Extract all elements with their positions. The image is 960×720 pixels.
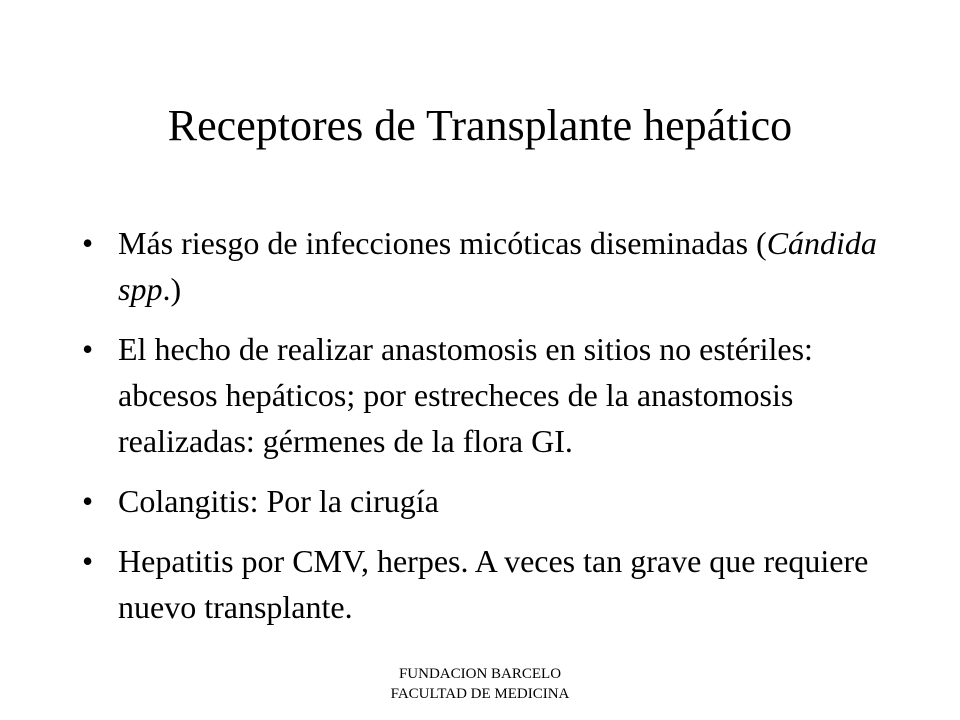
bullet-italic-text: Cándida spp	[118, 225, 877, 307]
footer-line-2: FACULTAD DE MEDICINA	[390, 686, 570, 702]
slide-footer	[0, 664, 960, 704]
bullet-dot-icon: •	[82, 225, 94, 261]
bullet-text-end: .)	[162, 271, 182, 307]
footer-line-1: FUNDACION BARCELO	[398, 666, 562, 682]
bullet-list	[80, 220, 880, 644]
bullet-item	[80, 478, 880, 524]
bullet-item	[80, 220, 880, 312]
bullet-text: Colangitis: Por la cirugía	[118, 483, 439, 519]
bullet-text: Hepatitis por CMV, herpes. A veces tan grave que requiere nuevo transplante.	[118, 543, 869, 625]
bullet-text: El hecho de realizar anastomosis en sitios no estériles: abcesos hepáticos; por estrecheces de la anastomosis realizadas: gérmenes de la flora GI.	[118, 331, 813, 459]
slide-title: Receptores de Transplante hepático	[167, 101, 793, 150]
bullet-text: Más riesgo de infecciones micóticas diseminadas (	[118, 225, 767, 261]
bullet-dot-icon: •	[82, 543, 94, 579]
bullet-item	[80, 538, 880, 630]
bullet-item	[80, 326, 880, 464]
bullet-dot-icon: •	[82, 483, 94, 519]
bullet-dot-icon: •	[82, 331, 94, 367]
